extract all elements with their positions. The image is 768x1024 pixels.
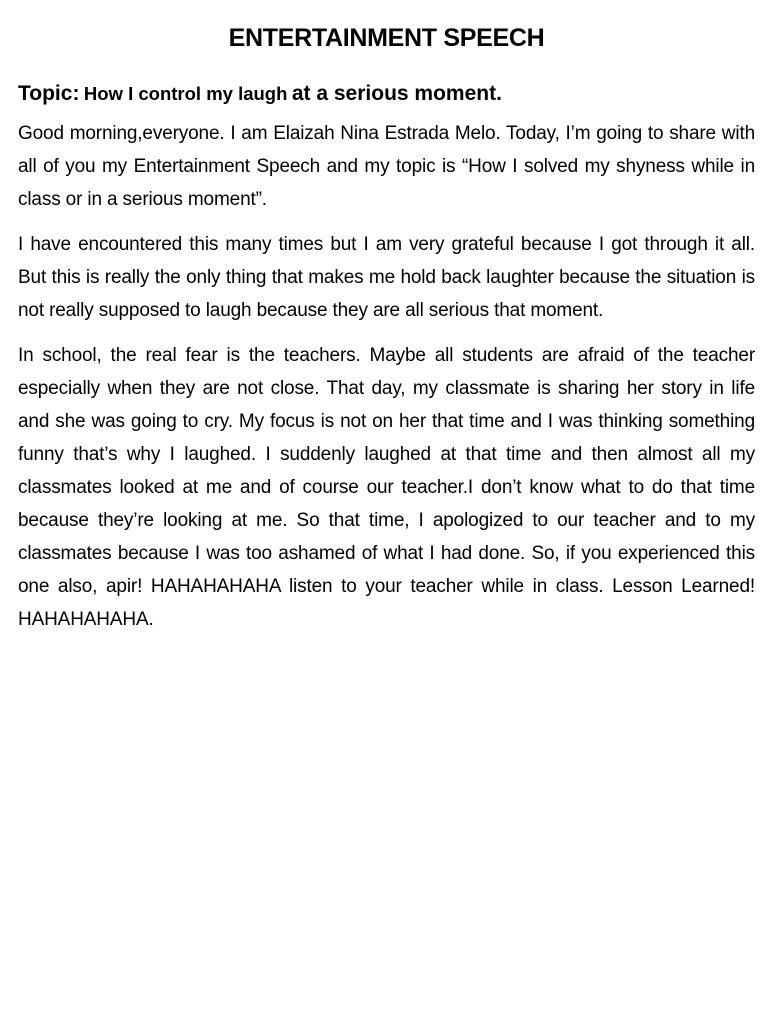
paragraph-introduction: Good morning,everyone. I am Elaizah Nina Estrada Melo. Today, I’m going to share with all of you my Entertainment Speech and my topic is “How I solved my shyness while in class or in a serious moment”. [18,123,755,210]
document-page [18,0,755,636]
paragraph-school-story: In school, the real fear is the teachers. Maybe all students are afraid of the teacher especially when they are not close. That day, my classmate is sharing her story in life and she was going to cry. My focus is not on her that time and I was thinking something funny that’s why I laughed. I suddenly laughed at that time and then almost all my classmates looked at me and of course our teacher.I don’t know what to do that time because they’re looking at me. So that time, I apologized to our teacher and to my classmates because I was too ashamed of what I had done. So, if you experienced this one also, apir! HAHAHAHAHA listen to your teacher while in class. Lesson Learned! HAHAHAHAHA. [18,345,755,630]
document-title: ENTERTAINMENT SPEECH [228,24,545,52]
topic-text-part1: How I control my laugh [83,83,288,104]
topic-line [18,79,755,111]
topic-text-part2: at a serious moment. [291,82,502,105]
topic-label: Topic: [18,82,80,105]
paragraph-experience: I have encountered this many times but I am very grateful because I got through it all. But this is really the only thing that makes me hold back laughter because the situation is not really supposed to laugh because they are all serious that moment. [18,234,755,321]
